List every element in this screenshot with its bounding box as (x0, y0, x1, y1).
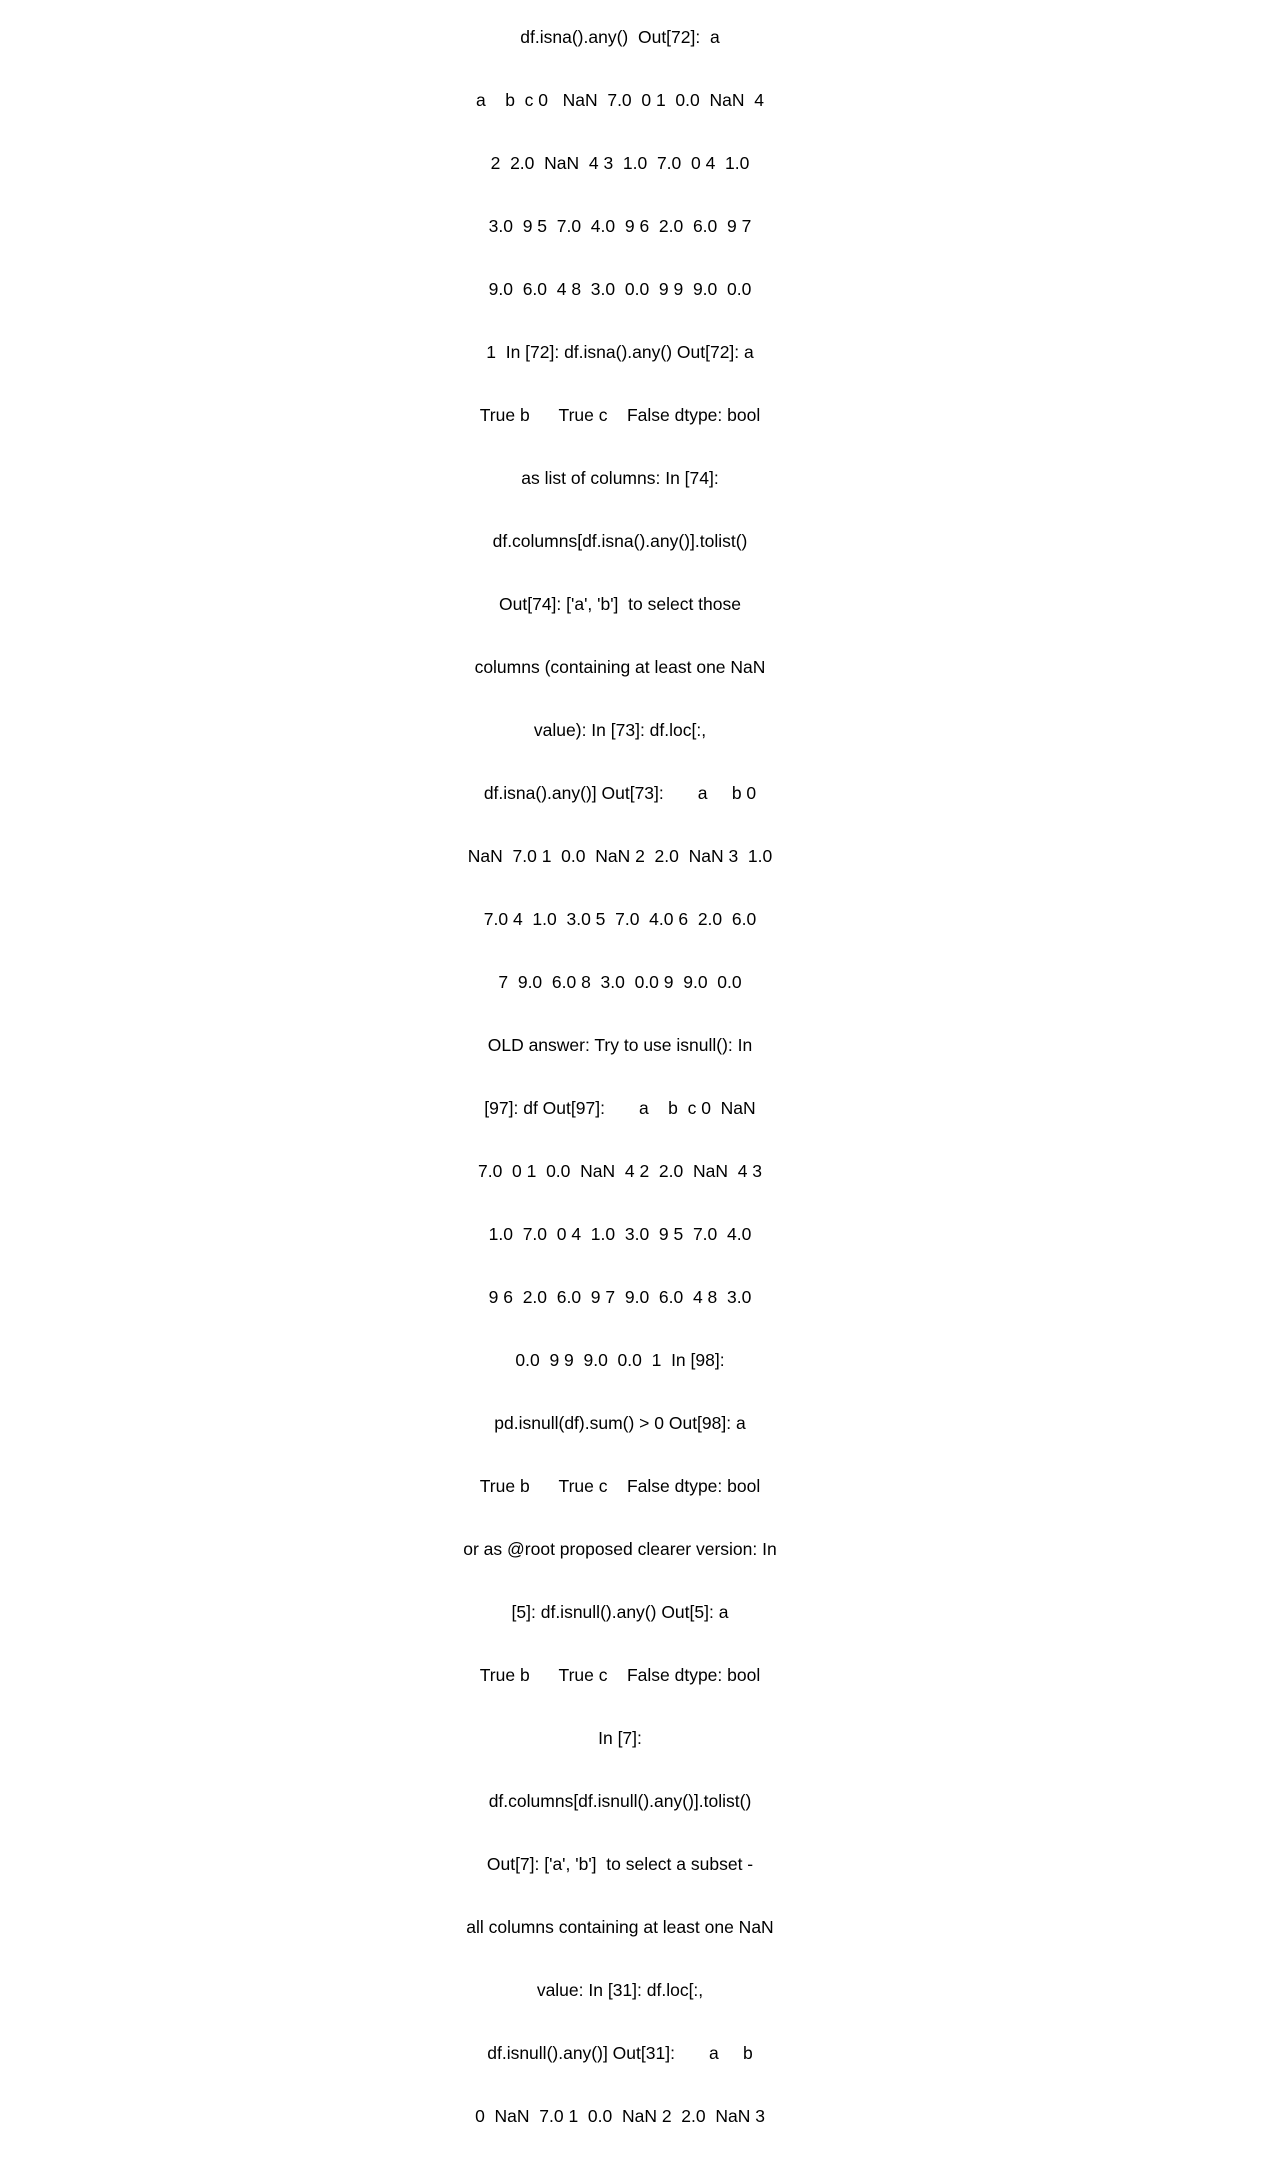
text-line: In [7]: (598, 1728, 642, 1748)
text-line: df.columns[df.isnull().any()].tolist() (488, 1791, 752, 1811)
text-line: 1.0 7.0 0 4 1.0 3.0 9 5 7.0 4.0 (488, 1224, 752, 1244)
text-line: df.isnull().any()] Out[31]: a b (487, 2043, 753, 2063)
text-line: True b True c False dtype: bool (479, 405, 761, 425)
text-line: 9 6 2.0 6.0 9 7 9.0 6.0 4 8 3.0 (488, 1287, 752, 1307)
text-line: Out[74]: ['a', 'b'] to select those (499, 594, 741, 614)
text-line: columns (containing at least one NaN (474, 657, 766, 677)
text-line: df.isna().any()] Out[73]: a b 0 (483, 783, 757, 803)
text-line: df.columns[df.isna().any()].tolist() (492, 531, 748, 551)
text-line: all columns containing at least one NaN (466, 1917, 774, 1937)
text-line: as list of columns: In [74]: (521, 468, 719, 488)
text-line: NaN 7.0 1 0.0 NaN 2 2.0 NaN 3 1.0 (467, 846, 773, 866)
text-line: 7 9.0 6.0 8 3.0 0.0 9 9.0 0.0 (498, 972, 742, 992)
text-line: df.isna().any() Out[72]: a (520, 27, 720, 47)
text-line: 0.0 9 9 9.0 0.0 1 In [98]: (515, 1350, 725, 1370)
text-line: or as @root proposed clearer version: In (463, 1539, 777, 1559)
text-line: 7.0 4 1.0 3.0 5 7.0 4.0 6 2.0 6.0 (483, 909, 757, 929)
text-line: a b c 0 NaN 7.0 0 1 0.0 NaN 4 (476, 90, 764, 110)
text-line: True b True c False dtype: bool (479, 1665, 761, 1685)
text-line: 2 2.0 NaN 4 3 1.0 7.0 0 4 1.0 (490, 153, 750, 173)
text-line: 9.0 6.0 4 8 3.0 0.0 9 9 9.0 0.0 (488, 279, 752, 299)
text-line: [97]: df Out[97]: a b c 0 NaN (484, 1098, 756, 1118)
text-line: [5]: df.isnull().any() Out[5]: a (511, 1602, 729, 1622)
text-line: 0 NaN 7.0 1 0.0 NaN 2 2.0 NaN 3 (475, 2106, 765, 2126)
text-line: Out[7]: ['a', 'b'] to select a subset - (486, 1854, 754, 1874)
text-line: OLD answer: Try to use isnull(): In (487, 1035, 753, 1055)
text-line: value: In [31]: df.loc[:, (536, 1980, 704, 2000)
text-line: 7.0 0 1 0.0 NaN 4 2 2.0 NaN 4 3 (477, 1161, 763, 1181)
text-line: value): In [73]: df.loc[:, (533, 720, 707, 740)
text-line: pd.isnull(df).sum() > 0 Out[98]: a (494, 1413, 746, 1433)
text-line: True b True c False dtype: bool (479, 1476, 761, 1496)
text-line: 1 In [72]: df.isna().any() Out[72]: a (486, 342, 754, 362)
answer-text-column (440, 0, 800, 2126)
text-line: 3.0 9 5 7.0 4.0 9 6 2.0 6.0 9 7 (488, 216, 752, 236)
